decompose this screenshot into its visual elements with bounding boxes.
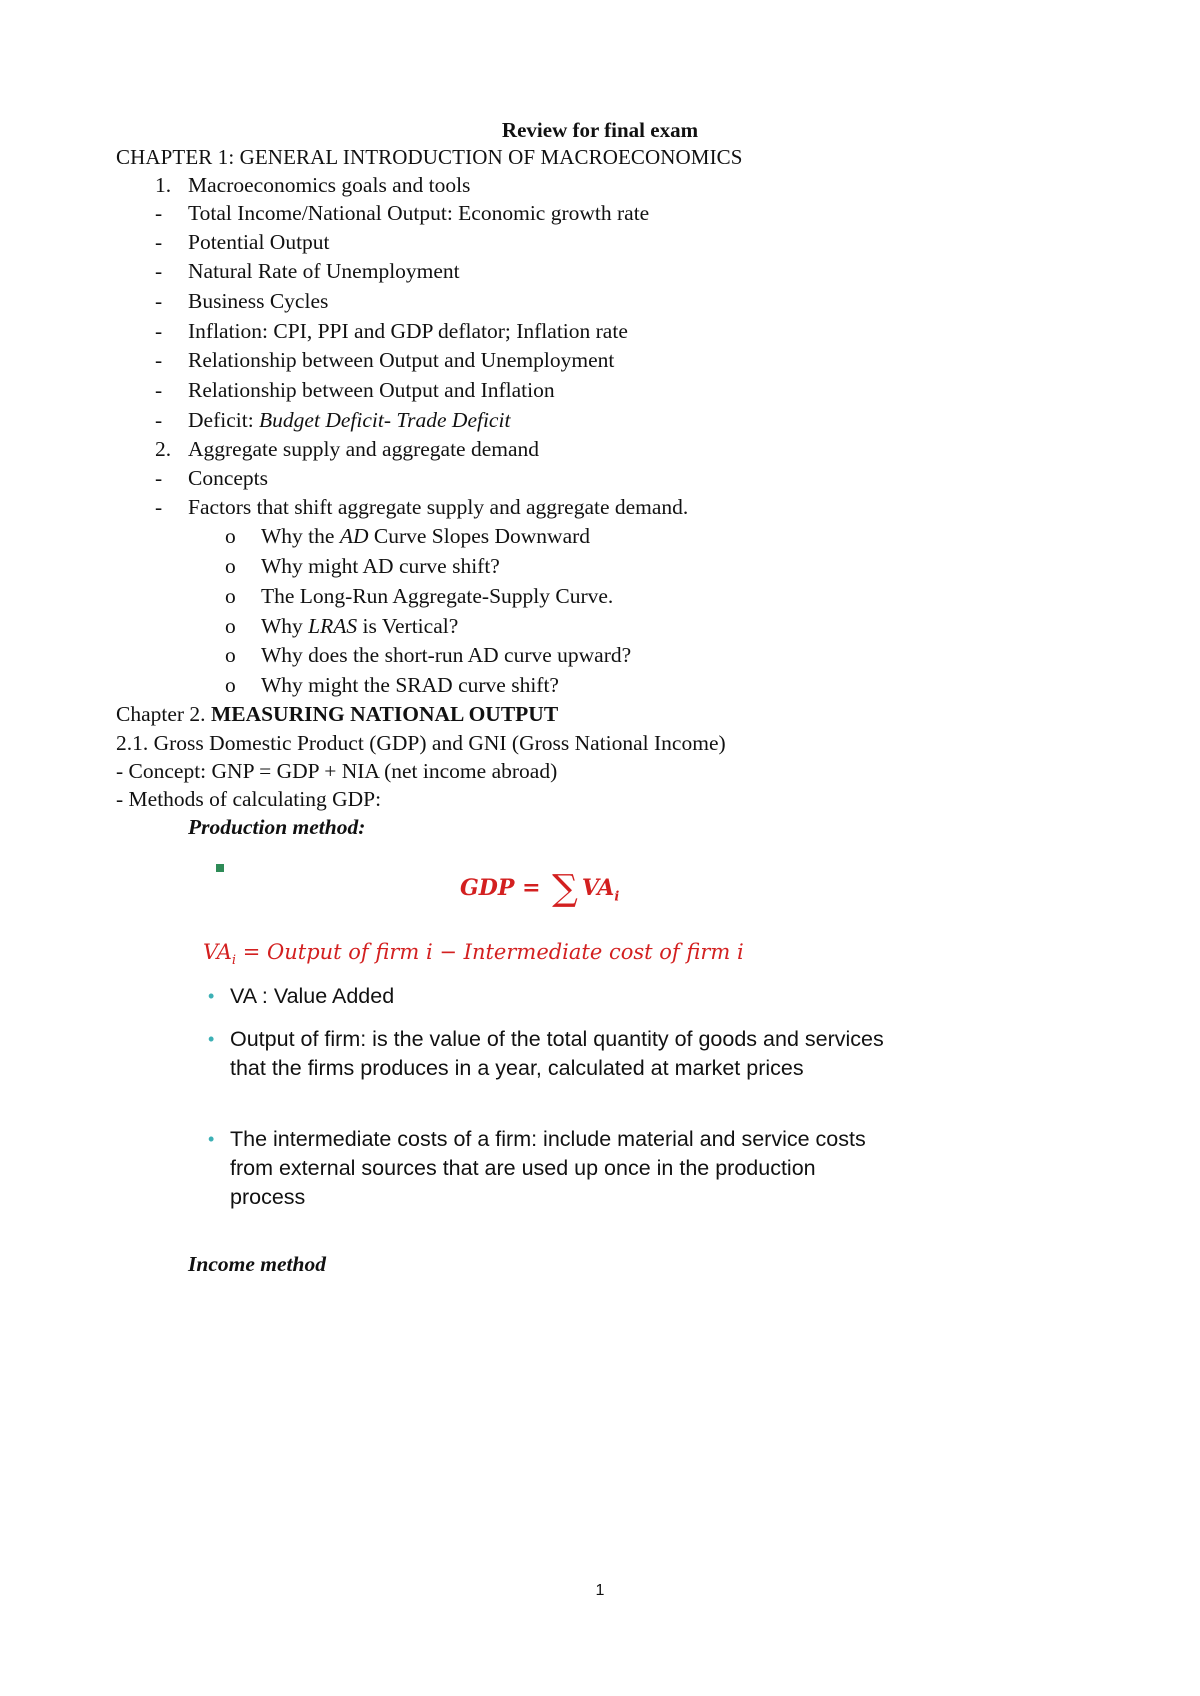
section-2-1: 2.1. Gross Domestic Product (GDP) and GNI (Gross National Income) <box>116 731 726 755</box>
circle-bullet: o <box>225 524 236 548</box>
dash-bullet: - <box>155 230 163 254</box>
list-text: Deficit: Budget Deficit- Trade Deficit <box>188 408 511 432</box>
production-method-heading: Production method: <box>188 815 366 839</box>
list-text: Factors that shift aggregate supply and aggregate demand. <box>188 495 689 519</box>
income-method-heading: Income method <box>188 1252 326 1276</box>
bullet-icon: • <box>208 986 215 1006</box>
list-text: Total Income/National Output: Economic growth rate <box>188 201 650 225</box>
list-text: Macroeconomics goals and tools <box>188 173 471 197</box>
circle-bullet: o <box>225 673 236 697</box>
sub-list-text: Why LRAS is Vertical? <box>261 614 459 638</box>
circle-bullet: o <box>225 614 236 638</box>
chapter1-heading: CHAPTER 1: GENERAL INTRODUCTION OF MACROECONOMICS <box>116 145 743 169</box>
list-text: Relationship between Output and Unemployment <box>188 348 615 372</box>
dash-bullet: - <box>155 408 163 432</box>
sub-list-text: Why might AD curve shift? <box>261 554 500 578</box>
dash-bullet: - <box>155 319 163 343</box>
circle-bullet: o <box>225 554 236 578</box>
bullet-text: The intermediate costs of a firm: include material and service costs from external sources that are used up once in the production process <box>230 1127 866 1209</box>
circle-bullet: o <box>225 584 236 608</box>
list-text: Aggregate supply and aggregate demand <box>188 437 540 461</box>
methods-line: - Methods of calculating GDP: <box>116 787 382 811</box>
document-title: Review for final exam <box>501 118 699 142</box>
square-bullet-icon <box>216 864 224 872</box>
list-text: Relationship between Output and Inflation <box>188 378 555 402</box>
bullet-icon: • <box>208 1129 215 1149</box>
concept-line: - Concept: GNP = GDP + NIA (net income abroad) <box>116 759 558 783</box>
bullet-text: VA : Value Added <box>230 984 395 1008</box>
bullet-item <box>208 1125 908 1215</box>
list-text: Potential Output <box>188 230 330 254</box>
dash-bullet: - <box>155 466 163 490</box>
list-number: 1. <box>155 173 172 197</box>
page-number: 1 <box>595 1582 605 1599</box>
circle-bullet: o <box>225 643 236 667</box>
bullet-text: Output of firm: is the value of the total quantity of goods and services that the firms produces in a year, calculated at market prices <box>230 1027 884 1080</box>
list-text: Business Cycles <box>188 289 329 313</box>
sub-list-text: Why might the SRAD curve shift? <box>261 673 559 697</box>
bullet-item <box>208 982 908 1011</box>
va-equation: $VA_i$ = Output of firm i − Intermediate cost of firm i <box>203 940 744 969</box>
dash-bullet: - <box>155 289 163 313</box>
dash-bullet: - <box>155 259 163 283</box>
list-text: Natural Rate of Unemployment <box>188 259 460 283</box>
dash-bullet: - <box>155 201 163 225</box>
sub-list-text: Why does the short-run AD curve upward? <box>261 643 632 667</box>
list-number: 2. <box>155 437 172 461</box>
chapter2-heading: Chapter 2. MEASURING NATIONAL OUTPUT <box>116 702 559 726</box>
dash-bullet: - <box>155 378 163 402</box>
bullet-icon: • <box>208 1029 215 1049</box>
sub-list-text: The Long-Run Aggregate-Supply Curve. <box>261 584 614 608</box>
list-text: Concepts <box>188 466 269 490</box>
sub-list-text: Why the AD Curve Slopes Downward <box>261 524 591 548</box>
gdp-equation: GDP = ∑ $VA_i$ <box>460 868 620 909</box>
list-text: Inflation: CPI, PPI and GDP deflator; Inflation rate <box>188 319 628 343</box>
dash-bullet: - <box>155 348 163 372</box>
dash-bullet: - <box>155 495 163 519</box>
bullet-item <box>208 1025 908 1115</box>
